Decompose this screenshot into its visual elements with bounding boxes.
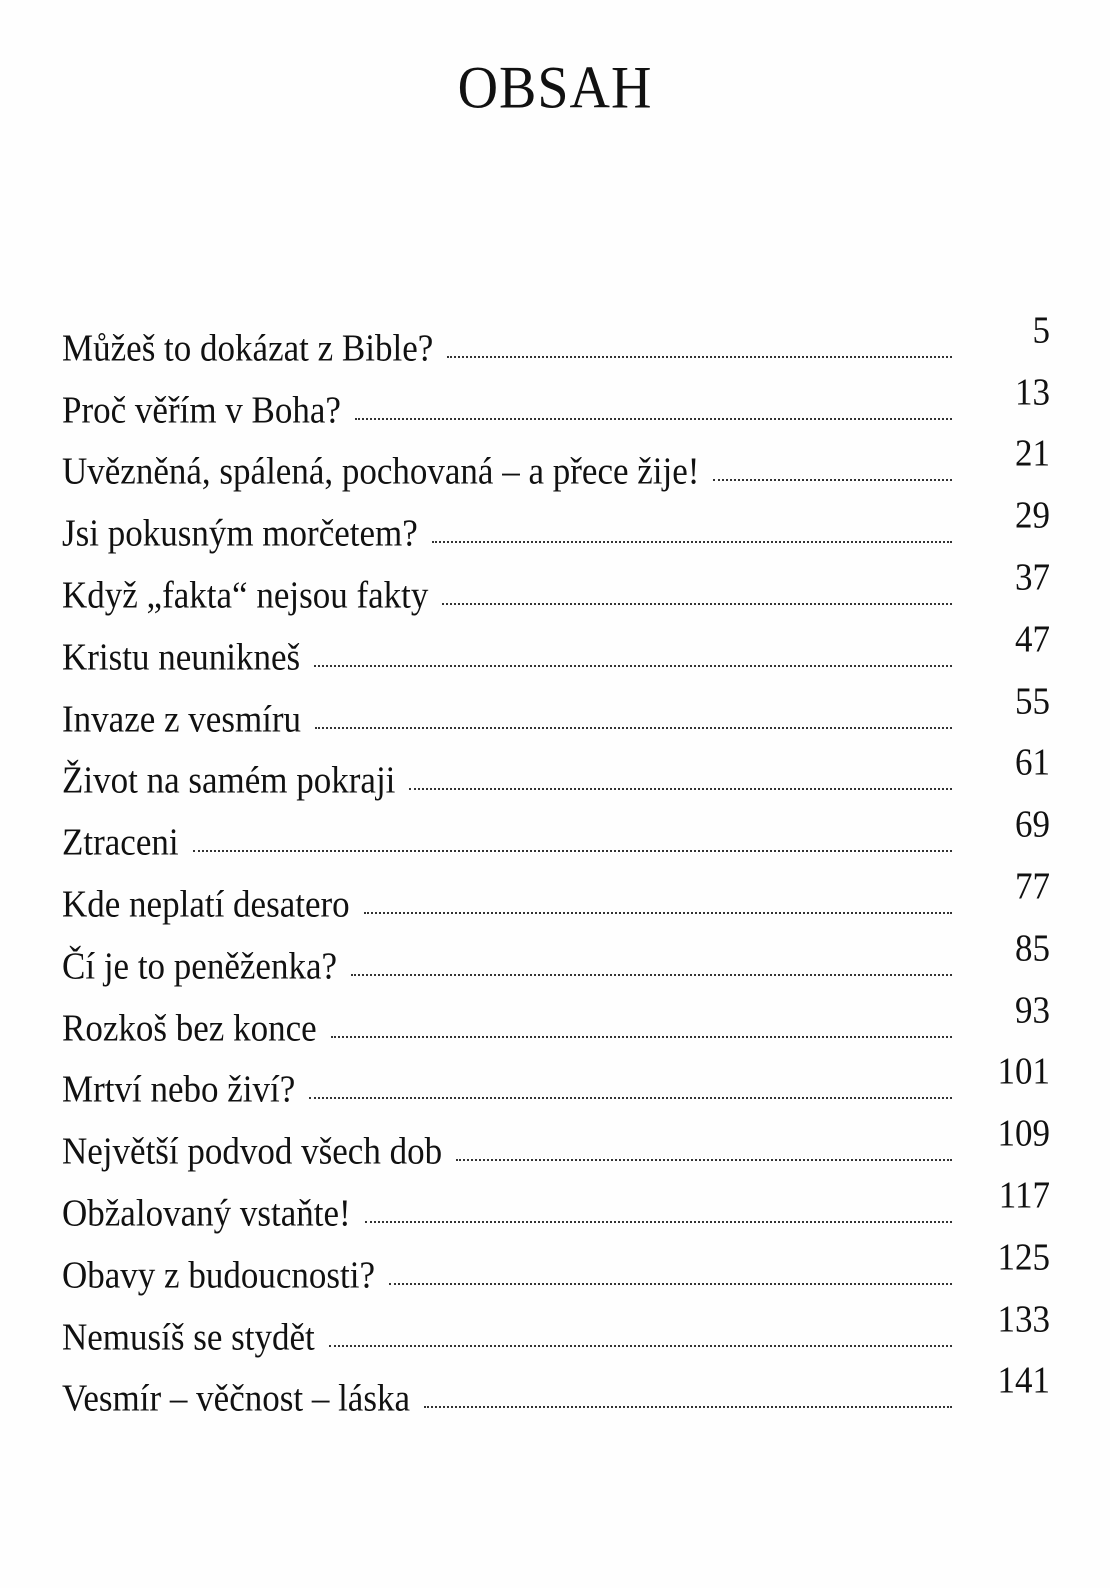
toc-entry-page-number: 85 bbox=[1015, 926, 1050, 969]
toc-entry bbox=[62, 614, 1050, 676]
toc-entry-page-number: 93 bbox=[1015, 987, 1050, 1031]
toc-entry-title: Kristu neunikneš bbox=[62, 635, 301, 678]
toc-entry-title: Život na samém pokraji bbox=[62, 758, 396, 802]
toc-entry-page-number: 5 bbox=[1032, 308, 1050, 351]
toc-entry bbox=[62, 429, 1050, 491]
toc-entry-title: Jsi pokusným morčetem? bbox=[62, 511, 418, 555]
toc-dot-leader bbox=[309, 1097, 952, 1099]
toc-entry-title: Uvězněná, spálená, pochovaná – a přece žije! bbox=[62, 449, 700, 493]
toc-entry-page-number: 117 bbox=[998, 1173, 1050, 1217]
toc-entry-title: Vesmír – věčnost – láska bbox=[62, 1376, 410, 1420]
toc-entry-title: Ztraceni bbox=[62, 820, 179, 864]
toc-dot-leader bbox=[364, 912, 952, 914]
table-of-contents bbox=[62, 305, 1050, 1420]
toc-entry bbox=[62, 1356, 1050, 1418]
toc-entry-title: Proč věřím v Boha? bbox=[62, 387, 341, 431]
toc-dot-leader bbox=[424, 1406, 952, 1408]
toc-entry-title: Nemusíš se stydět bbox=[62, 1314, 315, 1358]
toc-entry bbox=[62, 985, 1050, 1047]
toc-entry-page-number: 21 bbox=[1015, 431, 1050, 475]
toc-entry bbox=[62, 367, 1050, 429]
toc-entry bbox=[62, 552, 1050, 617]
toc-entry-page-number: 141 bbox=[997, 1358, 1050, 1402]
toc-entry bbox=[62, 1232, 1050, 1294]
toc-dot-leader bbox=[409, 788, 952, 790]
toc-dot-leader bbox=[456, 1159, 952, 1161]
toc-entry-title: Kde neplatí desatero bbox=[62, 882, 350, 926]
toc-entry bbox=[62, 799, 1050, 864]
page-title: OBSAH bbox=[457, 54, 653, 122]
toc-dot-leader bbox=[314, 665, 952, 667]
toc-entry bbox=[62, 1294, 1050, 1356]
toc-entry bbox=[62, 861, 1050, 926]
toc-dot-leader bbox=[331, 1036, 952, 1038]
toc-entry-title: Můžeš to dokázat z Bible? bbox=[62, 326, 434, 369]
toc-entry bbox=[62, 1047, 1050, 1109]
toc-entry-title: Největší podvod všech dob bbox=[62, 1129, 443, 1173]
toc-entry-page-number: 77 bbox=[1015, 864, 1050, 908]
toc-entry-page-number: 133 bbox=[997, 1296, 1050, 1340]
toc-entry-page-number: 47 bbox=[1015, 617, 1050, 660]
toc-dot-leader bbox=[447, 356, 952, 358]
toc-entry bbox=[62, 676, 1050, 738]
toc-entry-page-number: 109 bbox=[997, 1111, 1050, 1155]
toc-entry-title: Rozkoš bez konce bbox=[62, 1005, 317, 1049]
toc-entry-title: Mrtví nebo živí? bbox=[62, 1067, 296, 1111]
toc-dot-leader bbox=[329, 1345, 952, 1347]
toc-dot-leader bbox=[193, 850, 952, 852]
toc-dot-leader bbox=[355, 418, 952, 420]
toc-dot-leader bbox=[442, 603, 952, 605]
toc-entry bbox=[62, 490, 1050, 555]
toc-entry bbox=[62, 923, 1050, 985]
toc-entry bbox=[62, 1170, 1050, 1235]
toc-entry-page-number: 69 bbox=[1015, 802, 1050, 846]
toc-entry bbox=[62, 1108, 1050, 1173]
toc-entry bbox=[62, 305, 1050, 367]
toc-entry-title: Když „fakta“ nejsou fakty bbox=[62, 573, 429, 617]
toc-dot-leader bbox=[713, 479, 952, 481]
toc-entry-page-number: 37 bbox=[1015, 555, 1050, 599]
toc-entry-page-number: 125 bbox=[997, 1235, 1050, 1278]
toc-dot-leader bbox=[389, 1283, 952, 1285]
toc-entry-page-number: 61 bbox=[1015, 740, 1050, 784]
toc-entry-title: Invaze z vesmíru bbox=[62, 696, 302, 740]
toc-entry-page-number: 55 bbox=[1015, 678, 1050, 722]
toc-entry-title: Obavy z budoucnosti? bbox=[62, 1253, 375, 1296]
toc-entry-page-number: 101 bbox=[997, 1049, 1050, 1093]
toc-entry-title: Obžalovaný vstaňte! bbox=[62, 1191, 351, 1235]
toc-entry-page-number: 13 bbox=[1015, 369, 1050, 413]
toc-dot-leader bbox=[432, 541, 952, 543]
toc-dot-leader bbox=[351, 974, 952, 976]
toc-dot-leader bbox=[365, 1221, 952, 1223]
toc-entry-page-number: 29 bbox=[1015, 493, 1050, 537]
toc-entry-title: Čí je to peněženka? bbox=[62, 944, 338, 987]
toc-entry bbox=[62, 738, 1050, 800]
toc-dot-leader bbox=[315, 727, 952, 729]
